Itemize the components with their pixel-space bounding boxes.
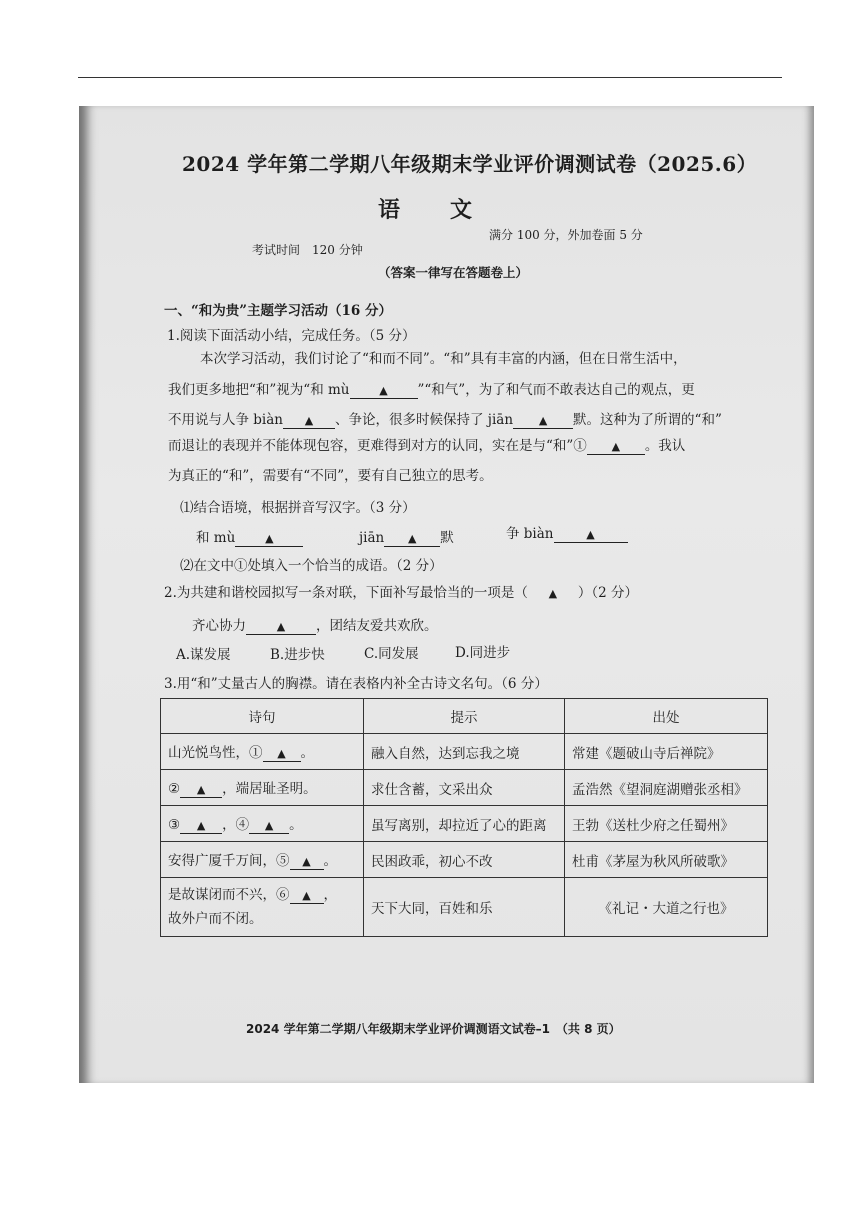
blank-marker: ▲	[538, 414, 548, 427]
table-row	[161, 734, 768, 770]
blank-marker: ▲	[586, 528, 595, 541]
option-a[interactable]: A.谋发展	[176, 647, 231, 663]
pinyin-item-1	[196, 528, 303, 548]
answer-blank[interactable]	[554, 526, 628, 543]
pinyin-label: 争 biàn	[506, 526, 554, 542]
verse-cell	[161, 842, 364, 878]
para-line-1: 本次学习活动，我们讨论了“和而不同”。“和”具有丰富的内涵，但在日常生活中，	[200, 351, 687, 367]
top-rule	[78, 77, 782, 78]
table-row	[161, 770, 768, 806]
para-line-3	[168, 410, 722, 430]
option-d[interactable]: D.同进步	[455, 645, 511, 661]
para-text: 我们更多地把“和”视为“和 mù	[168, 382, 350, 398]
verse-cell	[161, 734, 364, 770]
source-cell: 《礼记・大道之行也》	[565, 878, 768, 937]
source-cell: 杜甫《茅屋为秋风所破歌》	[565, 842, 768, 878]
column-header-source: 出处	[565, 699, 768, 734]
answer-note: （答案一律写在答题卷上）	[378, 265, 529, 280]
blank-marker: ▲	[379, 384, 388, 397]
answer-blank[interactable]	[246, 618, 316, 635]
para-line-4	[168, 436, 685, 456]
para-line-2	[168, 380, 695, 400]
verse-cell	[161, 878, 364, 937]
pinyin-item-3	[506, 524, 628, 544]
table-row	[161, 842, 768, 878]
pinyin-label: 和 mù	[196, 530, 236, 546]
source-cell: 孟浩然《望洞庭湖赠张丞相》	[565, 770, 768, 806]
para-line-5: 为真正的“和”，需要有“不同”，要有自己独立的思考。	[168, 468, 493, 484]
para-text: 而退让的表现并不能体现包容，更难得到对方的认同，实在是与“和”①	[168, 438, 587, 454]
blank-marker: ▲	[265, 532, 274, 545]
verse-text: 。	[300, 745, 314, 761]
verse-text: ，端居耻圣明。	[222, 781, 317, 797]
blank-marker: ▲	[548, 587, 558, 600]
verse-cell	[161, 770, 364, 806]
verse-text: 山光悦鸟性，①	[168, 745, 263, 761]
answer-blank[interactable]	[249, 817, 289, 834]
verse-text: ，④	[222, 817, 250, 833]
page-footer: 2024 学年第二学期八年级期末学业评价调测语文试卷–1 （共 8 页）	[246, 1022, 621, 1036]
verse-text: 安得广厦千万间，⑤	[168, 853, 290, 869]
exam-title: 2024 学年第二学期八年级期末学业评价调测试卷（2025.6）	[182, 152, 758, 176]
column-header-verse: 诗句	[161, 699, 364, 734]
blank-marker: ▲	[264, 819, 274, 832]
verse-text: 故外户而不闭。	[168, 911, 263, 927]
answer-blank[interactable]	[180, 781, 222, 798]
hint-cell: 民困政乖，初心不改	[364, 842, 565, 878]
q2-text: 2.为共建和谐校园拟写一条对联，下面补写最恰当的一项是（	[164, 585, 528, 601]
answer-blank[interactable]	[290, 853, 324, 870]
pinyin-label: jiān	[359, 530, 385, 546]
blank-marker: ▲	[611, 440, 621, 453]
para-text: 。我认	[644, 438, 686, 454]
blank-marker: ▲	[304, 414, 314, 427]
hint-cell: 虽写离别，却拉近了心的距离	[364, 806, 565, 842]
answer-blank[interactable]	[587, 438, 645, 455]
answer-blank[interactable]	[235, 530, 303, 547]
verse-text: ②	[168, 781, 181, 797]
source-cell: 常建《题破山寺后禅院》	[565, 734, 768, 770]
answer-blank[interactable]	[350, 382, 418, 399]
answer-blank[interactable]	[513, 412, 573, 429]
answer-blank[interactable]	[528, 583, 578, 604]
pinyin-item-2	[359, 528, 454, 548]
blank-marker: ▲	[302, 889, 311, 902]
verse-text: 。	[289, 817, 303, 833]
verse-text: 是故谋闭而不兴，⑥	[168, 887, 290, 903]
option-c[interactable]: C.同发展	[364, 646, 419, 662]
exam-time: 考试时间 120 分钟	[252, 243, 363, 257]
para-text: 默。这种为了所谓的“和”	[573, 412, 722, 428]
blank-marker: ▲	[276, 620, 286, 633]
source-cell: 王勃《送杜少府之任蜀州》	[565, 806, 768, 842]
blank-marker: ▲	[277, 747, 286, 760]
couplet-text: 齐心协力	[192, 618, 246, 634]
verse-text: ，	[323, 887, 337, 903]
answer-blank[interactable]	[263, 745, 301, 762]
column-header-hint: 提示	[364, 699, 565, 734]
q2-score: ）（2 分）	[577, 585, 639, 601]
table-header-row	[161, 699, 768, 734]
verse-cell	[161, 806, 364, 842]
task-1: ⑴结合语境，根据拼音写汉字。（3 分）	[180, 500, 416, 516]
para-text: 、争论，很多时候保持了 jiān	[335, 412, 514, 428]
couplet-text: ，团结友爱共欢欣。	[316, 618, 438, 634]
para-text: ”“和气”，为了和气而不敢表达自己的观点，更	[417, 382, 695, 398]
pinyin-suffix: 默	[440, 530, 454, 546]
verse-text: ③	[168, 817, 181, 833]
option-b[interactable]: B.进步快	[270, 647, 325, 663]
answer-blank[interactable]	[290, 887, 324, 904]
answer-blank[interactable]	[384, 530, 440, 547]
table-row	[161, 878, 768, 937]
blank-marker: ▲	[302, 855, 311, 868]
q2-prompt	[164, 583, 638, 604]
para-text: 不用说与人争 biàn	[168, 412, 283, 428]
verse-text: 。	[323, 853, 337, 869]
hint-cell: 天下大同，百姓和乐	[364, 878, 565, 937]
couplet-line	[192, 616, 438, 636]
blank-marker: ▲	[196, 819, 206, 832]
blank-marker: ▲	[196, 783, 206, 796]
answer-blank[interactable]	[180, 817, 222, 834]
hint-cell: 求仕含蓄，文采出众	[364, 770, 565, 806]
q1-prompt: 1.阅读下面活动小结，完成任务。（5 分）	[167, 328, 416, 344]
subject-title: 语文	[378, 197, 523, 223]
full-score: 满分 100 分，外加卷面 5 分	[489, 228, 643, 242]
table-row	[161, 806, 768, 842]
answer-blank[interactable]	[283, 412, 335, 429]
blank-marker: ▲	[408, 532, 417, 545]
poem-table	[160, 698, 768, 937]
section-heading: 一、“和为贵”主题学习活动（16 分）	[164, 303, 393, 319]
q3-prompt: 3.用“和”丈量古人的胸襟。请在表格内补全古诗文名句。（6 分）	[164, 676, 548, 692]
hint-cell: 融入自然，达到忘我之境	[364, 734, 565, 770]
task-2: ⑵在文中①处填入一个恰当的成语。（2 分）	[180, 558, 443, 574]
